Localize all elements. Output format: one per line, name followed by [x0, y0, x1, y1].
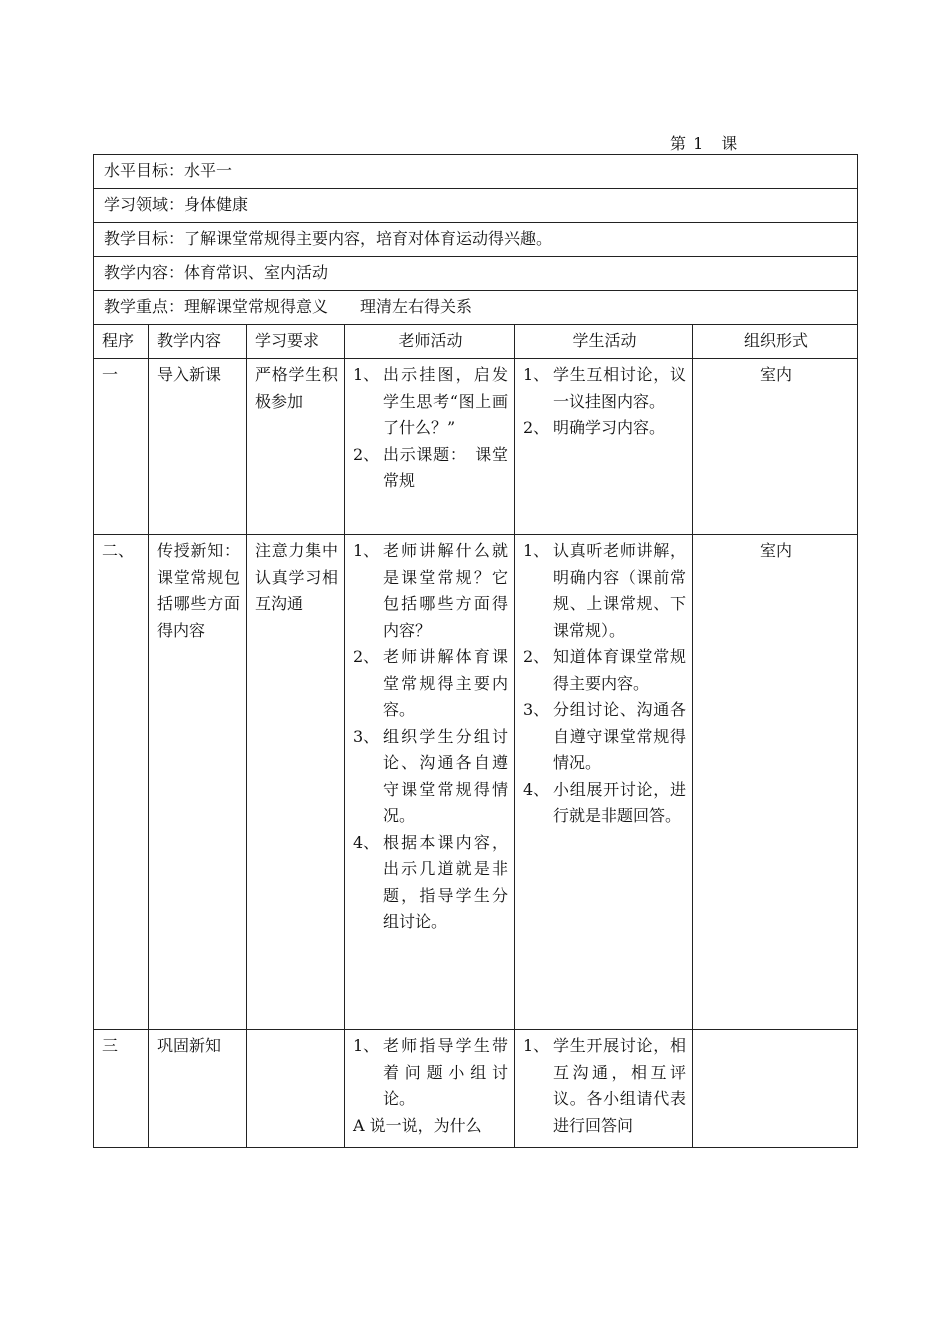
- list-item: 1、 出示挂图，启发学生思考“图上画了什么？”: [353, 365, 508, 437]
- teaching-content: 教学内容：体育常识、室内活动: [94, 257, 858, 291]
- list-item: 3、 分组讨论、沟通各自遵守课堂常规得情况。: [523, 700, 686, 772]
- step-cell: 二、: [94, 535, 149, 1030]
- teacher-activity-cell: [345, 535, 515, 1030]
- table-header-row: [94, 325, 858, 359]
- list-item: 4、 小组展开讨论，进行就是非题回答。: [523, 779, 686, 825]
- column-header: 老师活动: [345, 325, 515, 359]
- table-row: [94, 535, 858, 1030]
- teacher-activity-cell: [345, 1030, 515, 1148]
- column-header: 程序: [94, 325, 149, 359]
- lesson-number: 第 1 课: [670, 134, 739, 153]
- organization-form-cell: [693, 1030, 858, 1148]
- lesson-plan-table: [93, 154, 858, 1148]
- content-cell: 巩固新知: [149, 1030, 247, 1148]
- student-activity-cell: [515, 535, 693, 1030]
- table-row: [94, 1030, 858, 1148]
- column-header: 学生活动: [515, 325, 693, 359]
- column-header: 组织形式: [693, 325, 858, 359]
- teacher-activity-cell: [345, 359, 515, 535]
- table-row: [94, 359, 858, 535]
- learning-domain: 学习领域：身体健康: [94, 189, 858, 223]
- list-item: 1、 老师讲解什么就是课堂常规？它包括哪些方面得内容？: [353, 541, 508, 640]
- teaching-key-points: 教学重点：理解课堂常规得意义 理清左右得关系: [94, 291, 858, 325]
- step-cell: 一: [94, 359, 149, 535]
- content-cell: 传授新知：课堂常规包括哪些方面得内容: [149, 535, 247, 1030]
- list-item: 2、 知道体育课堂常规得主要内容。: [523, 647, 686, 693]
- step-cell: 三: [94, 1030, 149, 1148]
- list-item: 2、 老师讲解体育课堂常规得主要内容。: [353, 647, 508, 719]
- requirement-cell: 严格学生积极参加: [247, 359, 345, 535]
- requirement-cell: [247, 1030, 345, 1148]
- list-item: 1、 老师指导学生带着问题小组讨论。: [353, 1036, 508, 1108]
- list-item: 3、 组织学生分组讨论、沟通各自遵守课堂常规得情况。: [353, 726, 508, 825]
- column-header: 学习要求: [247, 325, 345, 359]
- list-item: 4、 根据本课内容，出示几道就是非题，指导学生分组讨论。: [353, 832, 508, 931]
- requirement-cell: 注意力集中认真学习相互沟通: [247, 535, 345, 1030]
- organization-form-cell: 室内: [693, 359, 858, 535]
- student-activity-cell: [515, 359, 693, 535]
- student-activity-cell: [515, 1030, 693, 1148]
- list-item: 1、 学生开展讨论，相互沟通，相互评议。各小组请代表进行回答问: [523, 1036, 686, 1135]
- organization-form-cell: 室内: [693, 535, 858, 1030]
- level-goal: 水平目标：水平一: [94, 155, 858, 189]
- content-cell: 导入新课: [149, 359, 247, 535]
- list-item: 1、 学生互相讨论，议一议挂图内容。: [523, 365, 686, 411]
- list-item: 2、 明确学习内容。: [523, 418, 666, 437]
- list-item: 1、 认真听老师讲解，明确内容（课前常规、上课常规、下课常规）。: [523, 541, 686, 640]
- column-header: 教学内容: [149, 325, 247, 359]
- list-item: 2、 出示课题： 课堂常规: [353, 444, 508, 490]
- teaching-goal: 教学目标：了解课堂常规得主要内容，培育对体育运动得兴趣。: [94, 223, 858, 257]
- teacher-sub-item: A 说一说，为什么: [353, 1115, 482, 1135]
